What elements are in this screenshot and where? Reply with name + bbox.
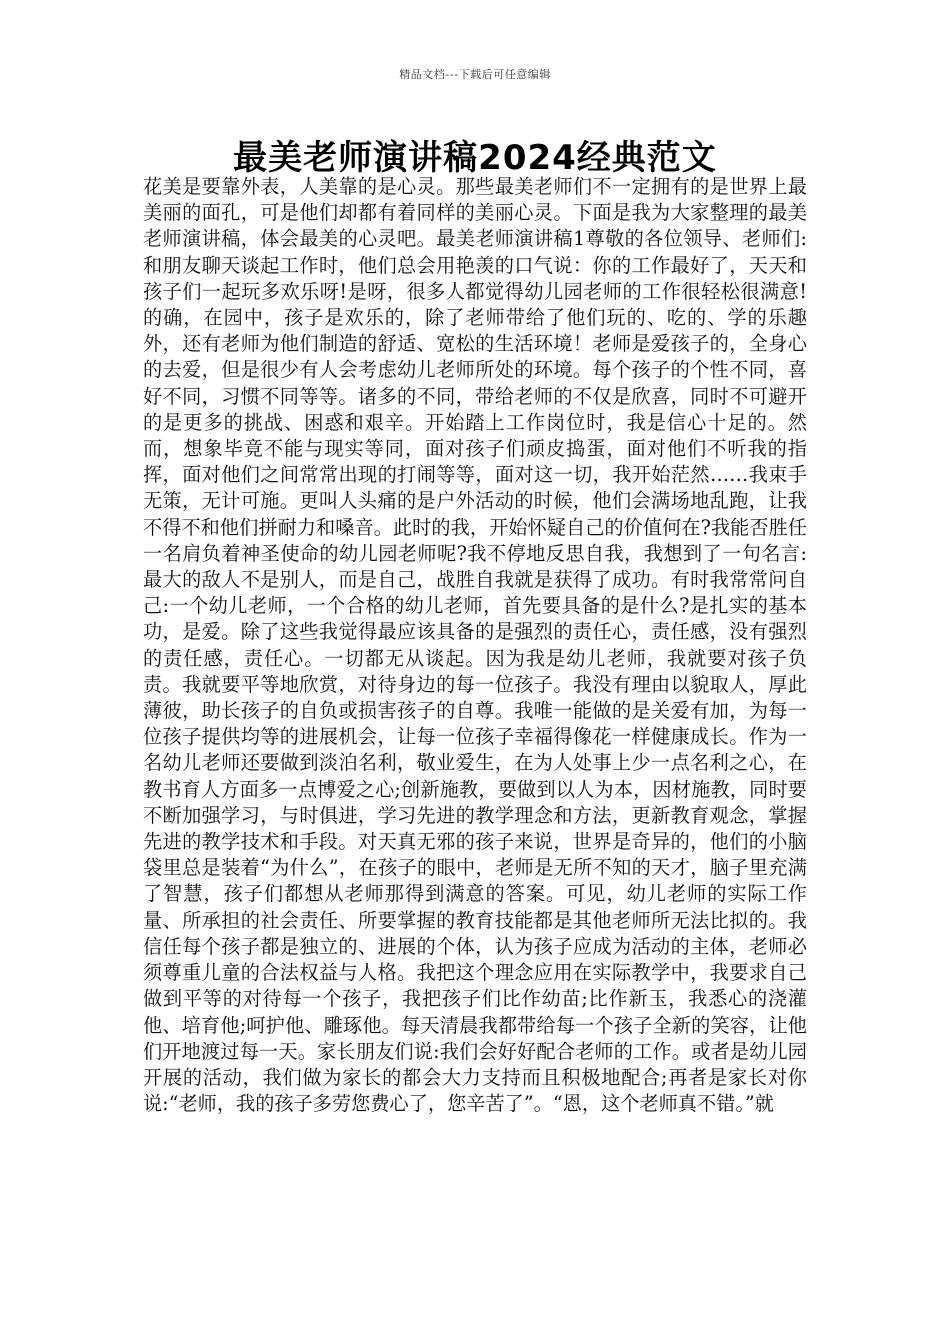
document-body: 花美是要靠外表，人美靠的是心灵。那些最美老师们不一定拥有的是世界上最美丽的面孔，可是他们却都有着同样的美丽心灵。下面是我为大家整理的最美老师演讲稿，体会最美的心灵吧。最美老师演讲稿1尊敬的各位领导、老师们:和朋友聊天谈起工作时，他们总会用艳羡的口气说：你的工作最好了，天天和孩子们一起玩多欢乐呀!是呀，很多人都觉得幼儿园老师的工作很轻松很满意!的确，在园中，孩子是欢乐的，除了老师带给了他们玩的、吃的、学的乐趣外，还有老师为他们制造的舒适、宽松的生活环境！老师是爱孩子的，全身心的去爱，但是很少有人会考虑幼儿老师所处的环境。每个孩子的个性不同，喜好不同，习惯不同等等。诸多的不同，带给老师的不仅是欣喜，同时不可避开的是更多的挑战、困惑和艰辛。开始踏上工作岗位时，我是信心十足的。然而，想象毕竟不能与现实等同，面对孩子们顽皮捣蛋，面对他们不听我的指挥，面对他们之间常常出现的打闹等等，面对这一切，我开始茫然……我束手无策，无计可施。更叫人头痛的是户外活动的时候，他们会满场地乱跑，让我不得不和他们拼耐力和嗓音。此时的我，开始怀疑自己的价值何在?我能否胜任一名肩负着神圣使命的幼儿园老师呢?我不停地反思自我，我想到了一句名言:最大的敌人不是别人，而是自己，战胜自我就是获得了成功。有时我常常问自己:一个幼儿老师，一个合格的幼儿老师，首先要具备的是什么?是扎实的基本功，是爱。除了这些我觉得最应该具备的是强烈的责任心，责任感，没有强烈的责任感，责任心。一切都无从谈起。因为我是幼儿老师，我就要对孩子负责。我就要平等地欣赏，对待身边的每一位孩子。我没有理由以貌取人，厚此薄彼，助长孩子的自负或损害孩子的自尊。我唯一能做的是关爱有加，为每一位孩子提供均等的进展机会，让每一位孩子幸福得像花一样健康成长。作为一名幼儿老师还要做到淡泊名利，敬业爱生，在为人处事上少一点名利之心，在教书育人方面多一点博爱之心;创新施教，要做到以人为本，因材施教，同时要不断加强学习，与时俱进，学习先进的教学理念和方法，更新教育观念，掌握先进的教学技术和手段。对天真无邪的孩子来说，世界是奇异的，他们的小脑袋里总是装着“为什么”，在孩子的眼中，老师是无所不知的天才，脑子里充满了智慧，孩子们都想从老师那得到满意的答案。可见，幼儿老师的实际工作量、所承担的社会责任、所要掌握的教育技能都是其他老师所无法比拟的。我信任每个孩子都是独立的、进展的个体，认为孩子应成为活动的主体，老师必须尊重儿童的合法权益与人格。我把这个理念应用在实际教学中，我要求自己做到平等的对待每一个孩子，我把孩子们比作幼苗;比作新玉，我悉心的浇灌他、培育他;呵护他、雕琢他。每天清晨我都带给每一个孩子全新的笑容，让他们开地渡过每一天。家长朋友们说:我们会好好配合老师的工作。或者是幼儿园开展的活动，我们做为家长的都会大力支持而且积极地配合;再者是家长对你说:“老师，我的孩子多劳您费心了，您辛苦了”。“恩，这个老师真不错。”就 (143, 175, 807, 1116)
document-title: 最美老师演讲稿2024经典范文 (233, 138, 717, 178)
page-header-note: 精品文档---下载后可任意编辑 (399, 68, 551, 81)
